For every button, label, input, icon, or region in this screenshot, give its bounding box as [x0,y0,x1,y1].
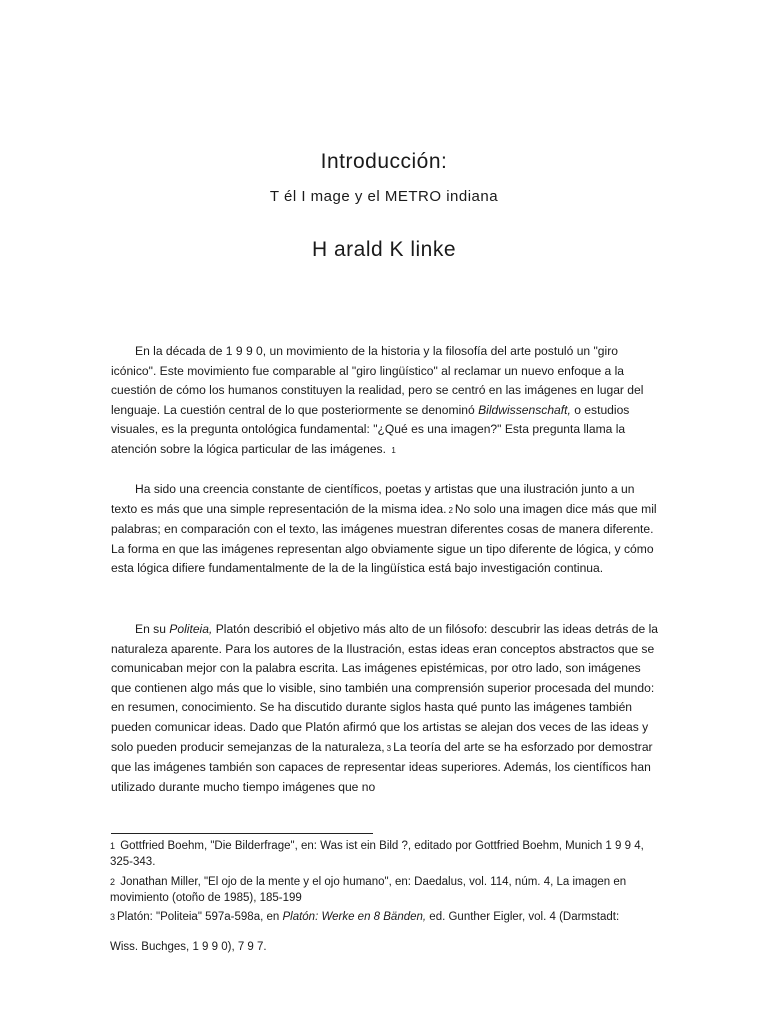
footnote-italic: Platón: Werke en 8 Bänden, [282,911,427,923]
footnote-text: Jonathan Miller, "El ojo de la mente y el ojo humano", en: Daedalus, vol. 114, núm. 4, La imagen en [120,876,627,888]
footnote-text-cont: movimiento (otoño de 1985), 185-199 [110,892,302,904]
footnote-divider [111,833,373,834]
paragraph-3-text-b: Platón describió el objetivo más alto de un filósofo: descubrir las ideas detrás de la naturaleza aparente. Para los autores de la Ilustración, estas ideas eran conceptos abstractos que se comunicaban mejor con la palabra escrita. Las imágenes epistémicas, por otro lado, son imágenes que contienen algo más que lo visible, sino también una comprensión superior procesada del mundo: en resumen, conocimiento. Se ha discutido durante siglos hasta qué punto las imágenes también pueden comunicar ideas. Dado que Platón afirmó que los artistas se alejan dos veces de las ideas y solo pueden producir semejanzas de la naturaleza, [111,622,659,754]
footnote-number: 3 [110,912,116,922]
footnote-text-a: Platón: "Politeia" 597a-598a, en [117,911,283,923]
footnote-ref-2[interactable]: 2 [448,505,453,515]
footnote-ref-1[interactable]: 1 [391,445,396,455]
paragraph-1-italic: Bildwissenschaft, [478,402,571,417]
paragraph-3-italic: Politeia, [169,622,213,636]
footnote-number: 1 [110,841,116,851]
paragraph-1-text-b: o estudios visuales, es la pregunta ontológica fundamental: "¿Qué es una imagen?" Esta pregunta llama la atención sobre la lógica particular de las imágenes. [111,402,630,456]
footnote-1 [110,838,666,870]
paragraph-3 [111,620,664,797]
footnote-text: Gottfried Boehm, "Die Bilderfrage", en: Was ist ein Bild ?, editado por Gottfried Boehm, Munich 1 9 9 4, [120,840,644,852]
footnote-text-cont: Wiss. Buchges, 1 9 9 0), 7 9 7. [110,941,267,953]
footnote-text-cont: 325-343. [110,856,156,868]
footnote-ref-3[interactable]: 3 [386,743,392,753]
paragraph-1-text-a: En la década de 1 9 9 0, un movimiento de la historia y la filosofía del arte postuló un "giro icónico". Este movimiento fue comparable al "giro lingüístico" al reclamar un nuevo enfoque a la cuestión de cómo los humanos constituyen la realidad, pero se centró en las imágenes en lugar del lenguaje. La cuestión central de lo que posteriormente se denominó [111,344,644,417]
author-name: H arald K linke [311,238,457,261]
paragraph-3-text-a: En su [135,622,170,636]
paragraph-2-text-a: Ha sido una creencia constante de científicos, poetas y artistas que una ilustración junto a un texto es más que una simple representación de la misma idea. [111,482,635,516]
paragraph-1 [111,342,664,461]
footnote-text-b: ed. Gunther Eigler, vol. 4 (Darmstadt: [426,911,620,923]
footnote-number: 2 [110,877,116,887]
paragraph-2 [111,480,664,579]
footnote-2 [110,874,666,906]
paragraph-3-text-c: La teoría del arte se ha esforzado por demostrar que las imágenes también son capaces de representar ideas superiores. Además, los científicos han utilizado durante mucho tiempo imágenes que no [111,739,653,794]
page-subtitle: T él I mage y el METRO indiana [269,188,499,205]
footnote-3 [110,909,666,955]
page-title: Introducción: [320,150,448,173]
paragraph-2-text-b: No solo una imagen dice más que mil palabras; en comparación con el texto, las imágenes muestran diferentes cosas de manera diferente. La forma en que las imágenes representan algo obviamente sigue un tipo diferente de lógica, y cómo esta lógica difiere fundamentalmente de la de la lingüística está bajo investigación continua. [111,501,657,576]
